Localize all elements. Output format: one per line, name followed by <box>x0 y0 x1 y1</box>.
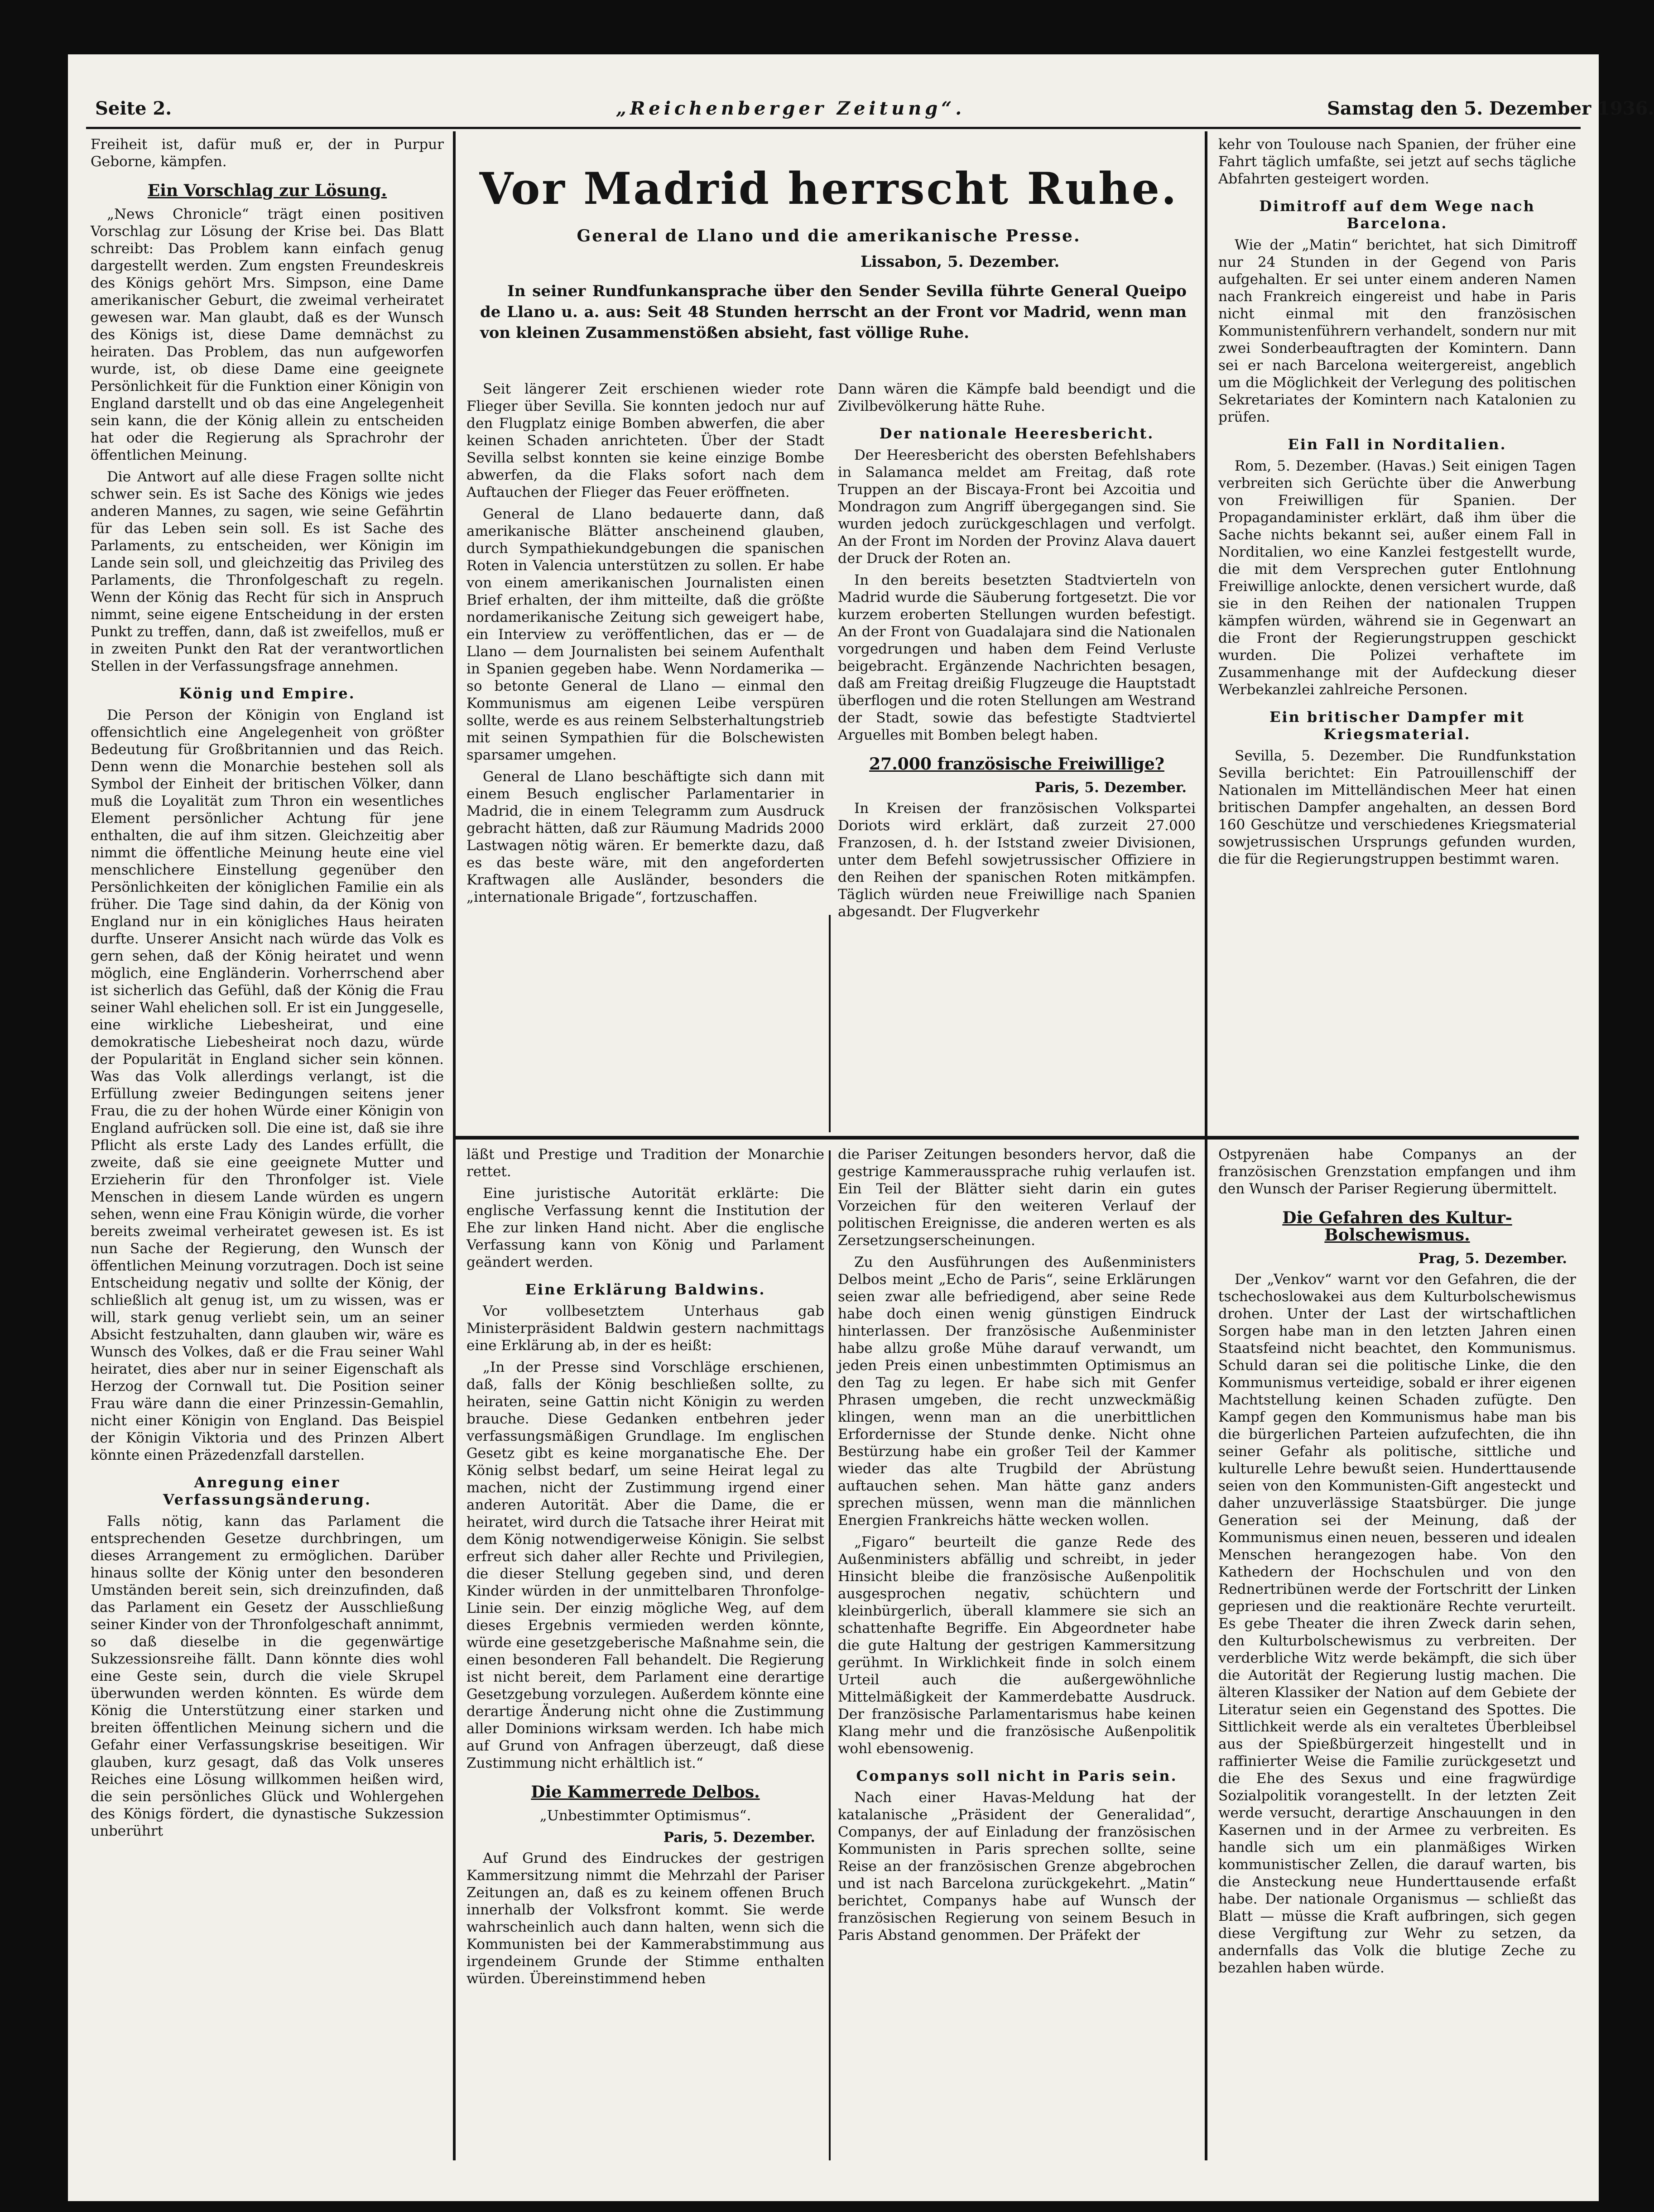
page-number: Seite 2. <box>95 98 172 119</box>
paragraph: Zu den Ausführungen des Außenministers Delbos meint „Echo de Paris“, seine Erklärungen seien zwar alle befriedigend, aber seine Rede habe doch einen wenig günstigen Eindruck hinterlassen. Der französische Außenminister habe allzu große Mühe darauf verwandt, um jeden Preis einen unbestimmten Optimismus an den Tag zu legen. Er habe sich mit Genfer Phrasen umgeben, die recht unzweckmäßig klingen, wenn man an die unerbittlichen Erfordernisse der Stunde denke. Nicht ohne Bestürzung habe ein großer Teil der Kammer wieder das alte Trugbild der Abrüstung auftauchen sehen. Man hätte ganz anders sprechen müssen, wenn man die männlichen Energien Frankreichs hätte wecken wollen. <box>838 1254 1196 1529</box>
subheading-constitution: Anregung einer Verfassungsänderung. <box>163 1474 372 1508</box>
subheading-proposal: Ein Vorschlag zur Lösung. <box>147 181 387 200</box>
paragraph: In den bereits besetzten Stadtvierteln von Madrid wurde die Säuberung fortgesetzt. Die vor kurzem eroberten Stellungen wurden befestigt. An der Front von Guadalajara sind die Nationalen vorgedrungen und haben dem Feind Verluste beigebracht. Ergänzende Nachrichten besagen, daß am Freitag dreißig Flugzeuge die Hauptstadt überflogen und die roten Stellungen am Westrand der Stadt, sowie das befestigte Stadtviertel Arguelles mit Bomben belegt haben. <box>838 572 1196 743</box>
paragraph: Der Heeresbericht des obersten Befehlshabers in Salamanca meldet am Freitag, daß rote Truppen an der Biscaya-Front bei Azcoitia und Mondragon zum Angriff übergegangen sind. Sie wurden jedoch zurückgeschlagen und verfolgt. An der Front im Norden der Provinz Alava dauert der Druck der Roten an. <box>838 447 1196 567</box>
subheading-dimitroff: Dimitroff auf dem Wege nach Barcelona. <box>1259 197 1535 232</box>
column-5-upper <box>1218 136 1576 1132</box>
paragraph: General de Llano beschäftigte sich dann mit einem Besuch englischer Parlamentarier in Madrid, die in einem Telegramm zum Ausdruck gebracht hätten, daß zur Räumung Madrids 2000 Lastwagen nötig wären. Er bemerkte dazu, daß es das beste wäre, mit den angeforderten Kraftwagen alle Ausländer, besonders die „internationale Brigade“, fortzuschaffen. <box>466 769 824 905</box>
dateline: Paris, 5. Dezember. <box>1034 779 1187 796</box>
paragraph: läßt und Prestige und Tradition der Monarchie rettet. <box>466 1146 824 1180</box>
paragraph: In Kreisen der französischen Volkspartei Doriots wird erklärt, daß zurzeit 27.000 Franzosen, d. h. der Iststand zweier Divisionen, unter dem Befehl sowjetrussischer Offiziere in den Reihen der spanischen Roten mitkämpfen. Täglich würden neue Freiwillige nach Spanien abgesandt. Der Flugverkehr <box>838 800 1196 920</box>
masthead-title: „Reichenberger Zeitung“. <box>616 98 966 119</box>
newspaper-page <box>68 54 1654 2201</box>
paragraph: Auf Grund des Eindruckes der gestrigen Kammersitzung nimmt die Mehrzahl der Pariser Zeitungen an, daß es zu keinem offenen Bruch innerhalb der Volksfront kommt. Sie werde wahrscheinlich auch dann halten, wenn sich die Kommunisten bei der Kammerabstimmung aus irgendeinem Grunde der Stimme enthalten würden. Übereinstimmend heben <box>466 1850 824 1987</box>
paragraph: Vor vollbesetztem Unterhaus gab Ministerpräsident Baldwin gestern nachmittags eine Erklärung ab, in der es heißt: <box>466 1303 824 1354</box>
subheading-british-steamer: Ein britischer Dampfer mit Kriegsmaterial. <box>1269 708 1525 743</box>
paragraph: Die Antwort auf alle diese Fragen sollte nicht schwer sein. Es ist Sache des Königs wie jedes anderen Mannes, zu sagen, wie seine Gefährtin für das Leben sein soll. Es ist Sache des Parlaments, zu entscheiden, wer Königin im Lande sein soll, und gleichzeitig das Privileg des Parlaments, die Thronfolgeschaft zu regeln. Wenn der König das Recht für sich in Anspruch nimmt, seine eigene Entscheidung in der ersten Punkt zu treffen, dann, daß ist zweifellos, muß er in zweiten Punkt den Rat der verantwortlichen Stellen in der Verfassungsfrage annehmen. <box>91 469 444 674</box>
paragraph: Eine juristische Autorität erklärte: Die englische Verfassung kennt die Institution der Ehe zur linken Hand nicht. Aber die englische Verfassung kann von König und Parlament geändert werden. <box>466 1185 824 1270</box>
column-2-lower <box>466 1146 824 2160</box>
column-5-lower <box>1218 1146 1576 2160</box>
column-rule-4 <box>1205 131 1207 2160</box>
column-1-royal-crisis <box>91 136 444 2165</box>
subheading-french-volunteers: 27.000 französische Freiwillige? <box>869 755 1164 774</box>
main-dateline: Lissabon, 5. Dezember. <box>861 253 1060 271</box>
continued-text: Freiheit ist, dafür muß er, der in Purpur Geborne, kämpfen. <box>91 136 444 170</box>
column-3-lower <box>838 1146 1196 2160</box>
paragraph: die Pariser Zeitungen besonders hervor, daß die gestrige Kammeraussprache ruhig verlaufen ist. Ein Teil der Blätter sieht darin ein gutes Vorzeichen für den weiteren Verlauf der politischen Ereignisse, die anderen werten es als Zersetzungserscheinungen. <box>838 1146 1196 1249</box>
subheading-king-empire: König und Empire. <box>179 685 356 702</box>
main-subheadline: General de Llano und die amerikanische Presse. <box>577 226 1081 245</box>
paragraph: „News Chronicle“ trägt einen positiven Vorschlag zur Lösung der Krise bei. Das Blatt schreibt: Das Problem kann einfach genug dargestellt werden. Zum engsten Freundeskreis des Königs gehört Mrs. Simpson, eine Dame amerikanischer Geburt, die zweimal verheiratet gewesen war. Man glaubt, daß es der Wunsch des Königs ist, diese Dame demnächst zu heiraten. Das Problem, das nun aufgeworfen wurde, ist, ob diese Dame eine geeignete Persönlichkeit für die Funktion einer Königin von England darstellt und ob das eine Angelegenheit sein kann, die der König allein zu entscheiden hat oder die Regierung als Sprachrohr der öffentlichen Meinung. <box>91 206 444 463</box>
paragraph: Rom, 5. Dezember. (Havas.) Seit einigen Tagen verbreiten sich Gerüchte über die Anwerbung von Freiwilligen für Spanien. Der Propagandaminister erklärt, daß ihm über die Sache nichts bekannt sei, außer einem Fall in Norditalien, wo eine Kanzlei festgestellt wurde, die mit dem Versprechen guter Entlohnung Freiwillige anlockte, denen versichert wurde, daß sie in den Reihen der nationalen Truppen kämpfen würden, während sie in Gegenwart an die Front der Regierungstruppen geschickt wurden. Die Polizei verhaftete im Zusammenhange mit der Aufdeckung dieser Werbekanzlei zahlreiche Personen. <box>1218 458 1576 698</box>
subheading-chamber-speech: Die Kammerrede Delbos. <box>531 1783 760 1802</box>
paragraph: Ostpyrenäen habe Companys an der französischen Grenzstation empfangen und ihm den Wunsch der Pariser Regierung übermittelt. <box>1218 1146 1576 1197</box>
column-rule-2-3-upper <box>829 915 831 1132</box>
dateline: Paris, 5. Dezember. <box>663 1829 815 1846</box>
main-lead-paragraph: In seiner Rundfunkansprache über den Sender Sevilla führte General Queipo de Llano u. a. aus: Seit 48 Stunden herrscht an der Front vor Madrid, wenn man von kleinen Zusammenstößen absieht, fast völlige Ruhe. <box>480 282 1187 342</box>
sub-subheading: „Unbestimmter Optimismus“. <box>539 1808 751 1824</box>
dateline: Prag, 5. Dezember. <box>1418 1250 1567 1267</box>
column-rule-1 <box>453 131 456 2160</box>
subheading-north-italy: Ein Fall in Norditalien. <box>1288 436 1507 453</box>
article-divider <box>456 1136 1579 1140</box>
paragraph: Wie der „Matin“ berichtet, hat sich Dimitroff nur 24 Stunden in der Gegend von Paris aufgehalten. Er sei unter einem anderen Namen nach Frankreich eingereist und habe in Paris nicht einmal mit den französischen Kommunistenführern verhandelt, sondern nur mit zwei Sonderbeauftragten der Komintern. Dann sei er nach Barcelona weitergereist, angeblich um die Möglichkeit der Verlegung des politischen Sekretariates der Komintern nach Katalonien zu prüfen. <box>1218 237 1576 425</box>
paragraph: General de Llano bedauerte dann, daß amerikanische Blätter anscheinend glauben, durch Sympathiekundgebungen die spanischen Roten in Valencia unterstützen zu sollen. Er habe von einem amerikanischen Journalisten einen Brief erhalten, der ihm mitteilte, daß die größte nordamerikanische Zeitung sich geweigert habe, ein Interview zu veröffentlichen, das er — de Llano — dem Journalisten bei seinem Aufenthalt in Spanien gegeben habe. Wenn Nordamerika — so betonte General de Llano — einmal den Kommunismus am eigenen Leibe verspüren sollte, werde es aus reinem Selbsterhaltungstrieb mit seinen Sympathien für die Bolschewisten sparsamer umgehen. <box>466 506 824 763</box>
main-headline: Vor Madrid herrscht Ruhe. <box>479 163 1178 214</box>
column-3-madrid <box>838 380 1196 1132</box>
paragraph: Dann wären die Kämpfe bald beendigt und die Zivilbevölkerung hätte Ruhe. <box>838 381 1196 414</box>
column-2-madrid <box>466 380 824 1132</box>
paragraph: Der „Venkov“ warnt vor den Gefahren, die der tschechoslowakei aus dem Kulturbolschewismus drohen. Unter der Last der wirtschaftlichen Sorgen habe man in den letzten Jahren einen Staatsfeind nicht beachtet, den Kommunismus. Schuld daran sei die politische Linke, die den Kommunismus verteidige, sobald er ihrer eigenen Machtstellung keinen Schaden zufügte. Den Kampf gegen den Kommunismus habe man bis die bürgerlichen Parteien aufzufechten, die ihn seiner Gefahr als politische, sittliche und kulturelle Lehre bewußt seien. Hunderttausende seien von den Kommunisten-Gift angesteckt und daher unzuverlässige Staatsbürger. Die junge Generation sei der Meinung, daß der Kommunismus einen neuen, besseren und idealen Menschen herangezogen habe. Von den Kathedern der Hochschulen und von den Rednertribünen werde der Fortschritt der Linken gepriesen und die reaktionäre Rechte verurteilt. Es gebe Theater die ihren Zweck darin sehen, den Kulturbolschewismus zu verbreiten. Der verderbliche Witz werde bekämpft, die sich über die Autorität der Regierung lustig machen. Die älteren Klassiker der Nation auf dem Gebiete der Literatur seien ein Gegenstand des Spottes. Die Sittlichkeit werde als ein veraltetes Überbleibsel aus der Spießbürgerzeit hingestellt und in raffinierter Weise die Familie zurückgesetzt und die Ehe des Sexus und eine fragwürdige Sozialpolitik vorangestellt. In der letzten Zeit werde versucht, derartige Anschauungen in den Kasernen und in der Armee zu verbreiten. Es handle sich um ein planmäßiges Wirken kommunistischer Zellen, die darauf warten, bis die Ansteckung neue Hunderttausende erfaßt habe. Der nationale Organismus — schließt das Blatt — müsse die Kraft aufbringen, sich gegen diese Vergiftung zur Wehr zu setzen, da andernfalls das Volk die blutige Zeche zu bezahlen haben würde. <box>1218 1271 1576 1976</box>
subheading-cultural-bolshevism: Die Gefahren des Kultur-Bolschewismus. <box>1282 1208 1512 1245</box>
header-rule <box>86 127 1581 129</box>
column-rule-2-3-lower <box>829 1150 831 2160</box>
paragraph: Die Person der Königin von England ist offensichtlich eine Angelegenheit von größter Bedeutung für Großbritannien und das Reich. Denn wenn die Monarchie bestehen soll als Symbol der Einheit der britischen Völker, dann muß die Loyalität zum Thron ein wesentliches Element persönlicher Achtung für jene enthalten, die auf ihm sitzen. Gleichzeitig aber nimmt die öffentliche Meinung heute eine viel menschlichere Einstellung gegenüber den Persönlichkeiten der königlichen Familie ein als früher. Die Tage sind dahin, da der König von England nur in ein königliches Haus heiraten durfte. Unserer Ansicht nach würde das Volk es gern sehen, daß der König heiratet und wenn möglich, eine Engländerin. Vorherrschend aber ist sicherlich das Gefühl, daß der König die Frau seiner Wahl ehelichen soll. Er ist ein Junggeselle, eine wirkliche Liebesheirat, und eine demokratische Liebesheirat noch dazu, würde der Popularität in England sicher sein können. Was das Volk allerdings verlangt, ist die Erfüllung zweier Bedingungen seitens jener Frau, die zu der hohen Würde einer Königin von England aufrücken soll. Die eine ist, daß sie ihre Pflicht als erste Lady des Landes erfüllt, die zweite, daß sie eine geeignete Mutter und Erzieherin für den Thronfolger ist. Viele Menschen in diesem Lande würden es ungern sehen, wenn eine Frau Königin würde, die vorher bereits zweimal verheiratet gewesen ist. Es ist nun Sache der Regierung, den Wunsch der öffentlichen Meinung vorzutragen. Doch ist seine Entscheidung negativ und sollte der König, der schließlich alt genug ist, um zu wissen, was er will, stark genug verliebt sein, um an seiner Absicht festzuhalten, dann glauben wir, wäre es Wunsch des Volkes, daß er die Frau seiner Wahl heiratet, dies aber nur in seiner Eigenschaft als Herzog der Cornwall tut. Die Position seiner Frau wäre dann die einer Prinzessin-Gemahlin, nicht einer Königin von England. Das Beispiel der Königin Viktoria und des Prinzen Albert könnte einen Präzedenzfall darstellen. <box>91 707 444 1463</box>
paragraph: Falls nötig, kann das Parlament die entsprechenden Gesetze durchbringen, um dieses Arrangement zu ermöglichen. Darüber hinaus sollte der König unter den besonderen Umständen bereit sein, sich dreinzufinden, daß das Parlament ein Gesetz der Ausschließung seiner Kinder von der Thronfolgeschaft annimmt, so daß dieselbe in die gegenwärtige Sukzessionsreihe fällt. Dann könnte dies wohl eine Geste sein, durch die viele Skrupel überwunden werden könnten. Es würde dem König die Unterstützung einer starken und breiten öffentlichen Meinung sichern und die Gefahr einer Verfassungskrise beseitigen. Wir glauben, kurz gesagt, daß das Volk unseres Reiches eine Lösung willkommen heißen wird, die sein persönliches Glück und Wohlergehen des Königs fördert, die dynastische Sukzession unberührt <box>91 1513 444 1839</box>
paragraph: „Figaro“ beurteilt die ganze Rede des Außenministers abfällig und schreibt, in jeder Hinsicht bleibe die französische Außenpolitik ausgesprochen negativ, schüchtern und kleinbürgerlich, überall klammere sie sich an schattenhafte Begriffe. Ein Abgeordneter habe die gute Haltung der gestrigen Kammersitzung gerühmt. In Wirklichkeit finde in solch einem Urteil auch die außergewöhnliche Mittelmäßigkeit der Kammerdebatte Ausdruck. Der französische Parlamentarismus habe keinen Klang mehr und die französische Außenpolitik wohl ebensowenig. <box>838 1534 1196 1757</box>
subheading-army-report: Der nationale Heeresbericht. <box>879 425 1154 442</box>
paragraph: Seit längerer Zeit erschienen wieder rote Flieger über Sevilla. Sie konnten jedoch nur auf den Flugplatz einige Bomben abwerfen, die aber keinen Schaden anrichteten. Über der Stadt Sevilla selbst konnten sie keine einzige Bombe abwerfen, da die Flaks sofort nach dem Auftauchen der Flieger das Feuer eröffneten. <box>466 381 824 500</box>
issue-date: Samstag den 5. Dezember 1936. <box>1327 98 1654 119</box>
paragraph: kehr von Toulouse nach Spanien, der früher eine Fahrt täglich umfaßte, sei jetzt auf sechs tägliche Abfahrten gesteigert worden. <box>1218 136 1576 187</box>
paragraph: Nach einer Havas-Meldung hat der katalanische „Präsident der Generalidad“, Companys, der auf Einladung der französischen Kommunisten in Paris sprechen sollte, seine Reise an der französischen Grenze abgebrochen und ist nach Barcelona zurückgekehrt. „Matin“ berichtet, Companys habe auf Wunsch der französischen Regierung von seinem Besuch in Paris Abstand genommen. Der Präfekt der <box>838 1789 1196 1943</box>
subheading-companys: Companys soll nicht in Paris sein. <box>856 1767 1178 1784</box>
paragraph: Sevilla, 5. Dezember. Die Rundfunkstation Sevilla berichtet: Ein Patrouillenschiff der Nationalen im Mittelländischen Meer hat einen britischen Dampfer angehalten, an dessen Bord 160 Geschütze und verschiedenes Kriegsmaterial sowjetrussischen Ursprungs gefunden wurden, die für die Regierungstruppen bestimmt waren. <box>1218 748 1576 867</box>
subheading-baldwin: Eine Erklärung Baldwins. <box>525 1281 766 1298</box>
paragraph: „In der Presse sind Vorschläge erschienen, daß, falls der König beschließen sollte, zu heiraten, seine Gattin nicht Königin zu werden brauche. Diese Gedanken entbehren jeder verfassungsmäßigen Grundlage. Im englischen Gesetz gibt es keine morganatische Ehe. Der König selbst bedarf, um seine Heirat legal zu machen, nicht der Zustimmung irgend einer anderen Autorität. Aber die Dame, die er heiratet, wird durch die Tatsache ihrer Heirat mit dem König notwendigerweise Königin. Sie selbst erfreut sich daher aller Rechte und Privilegien, die dieser Stellung gegeben sind, und deren Kinder würden in der unmittelbaren Thronfolge-Linie sein. Der einzig mögliche Weg, auf dem dieses Ergebnis vermieden werden könnte, würde eine gesetzgeberische Maßnahme sein, die einen besonderen Fall behandelt. Die Regierung ist nicht bereit, dem Parlament eine derartige Gesetzgebung vorzulegen. Außerdem könnte eine derartige Änderung nicht ohne die Zustimmung aller Dominions wirksam werden. Ich habe mich auf Grund von Anfragen überzeugt, daß diese Zustimmung nicht erhältlich ist.“ <box>466 1359 824 1771</box>
